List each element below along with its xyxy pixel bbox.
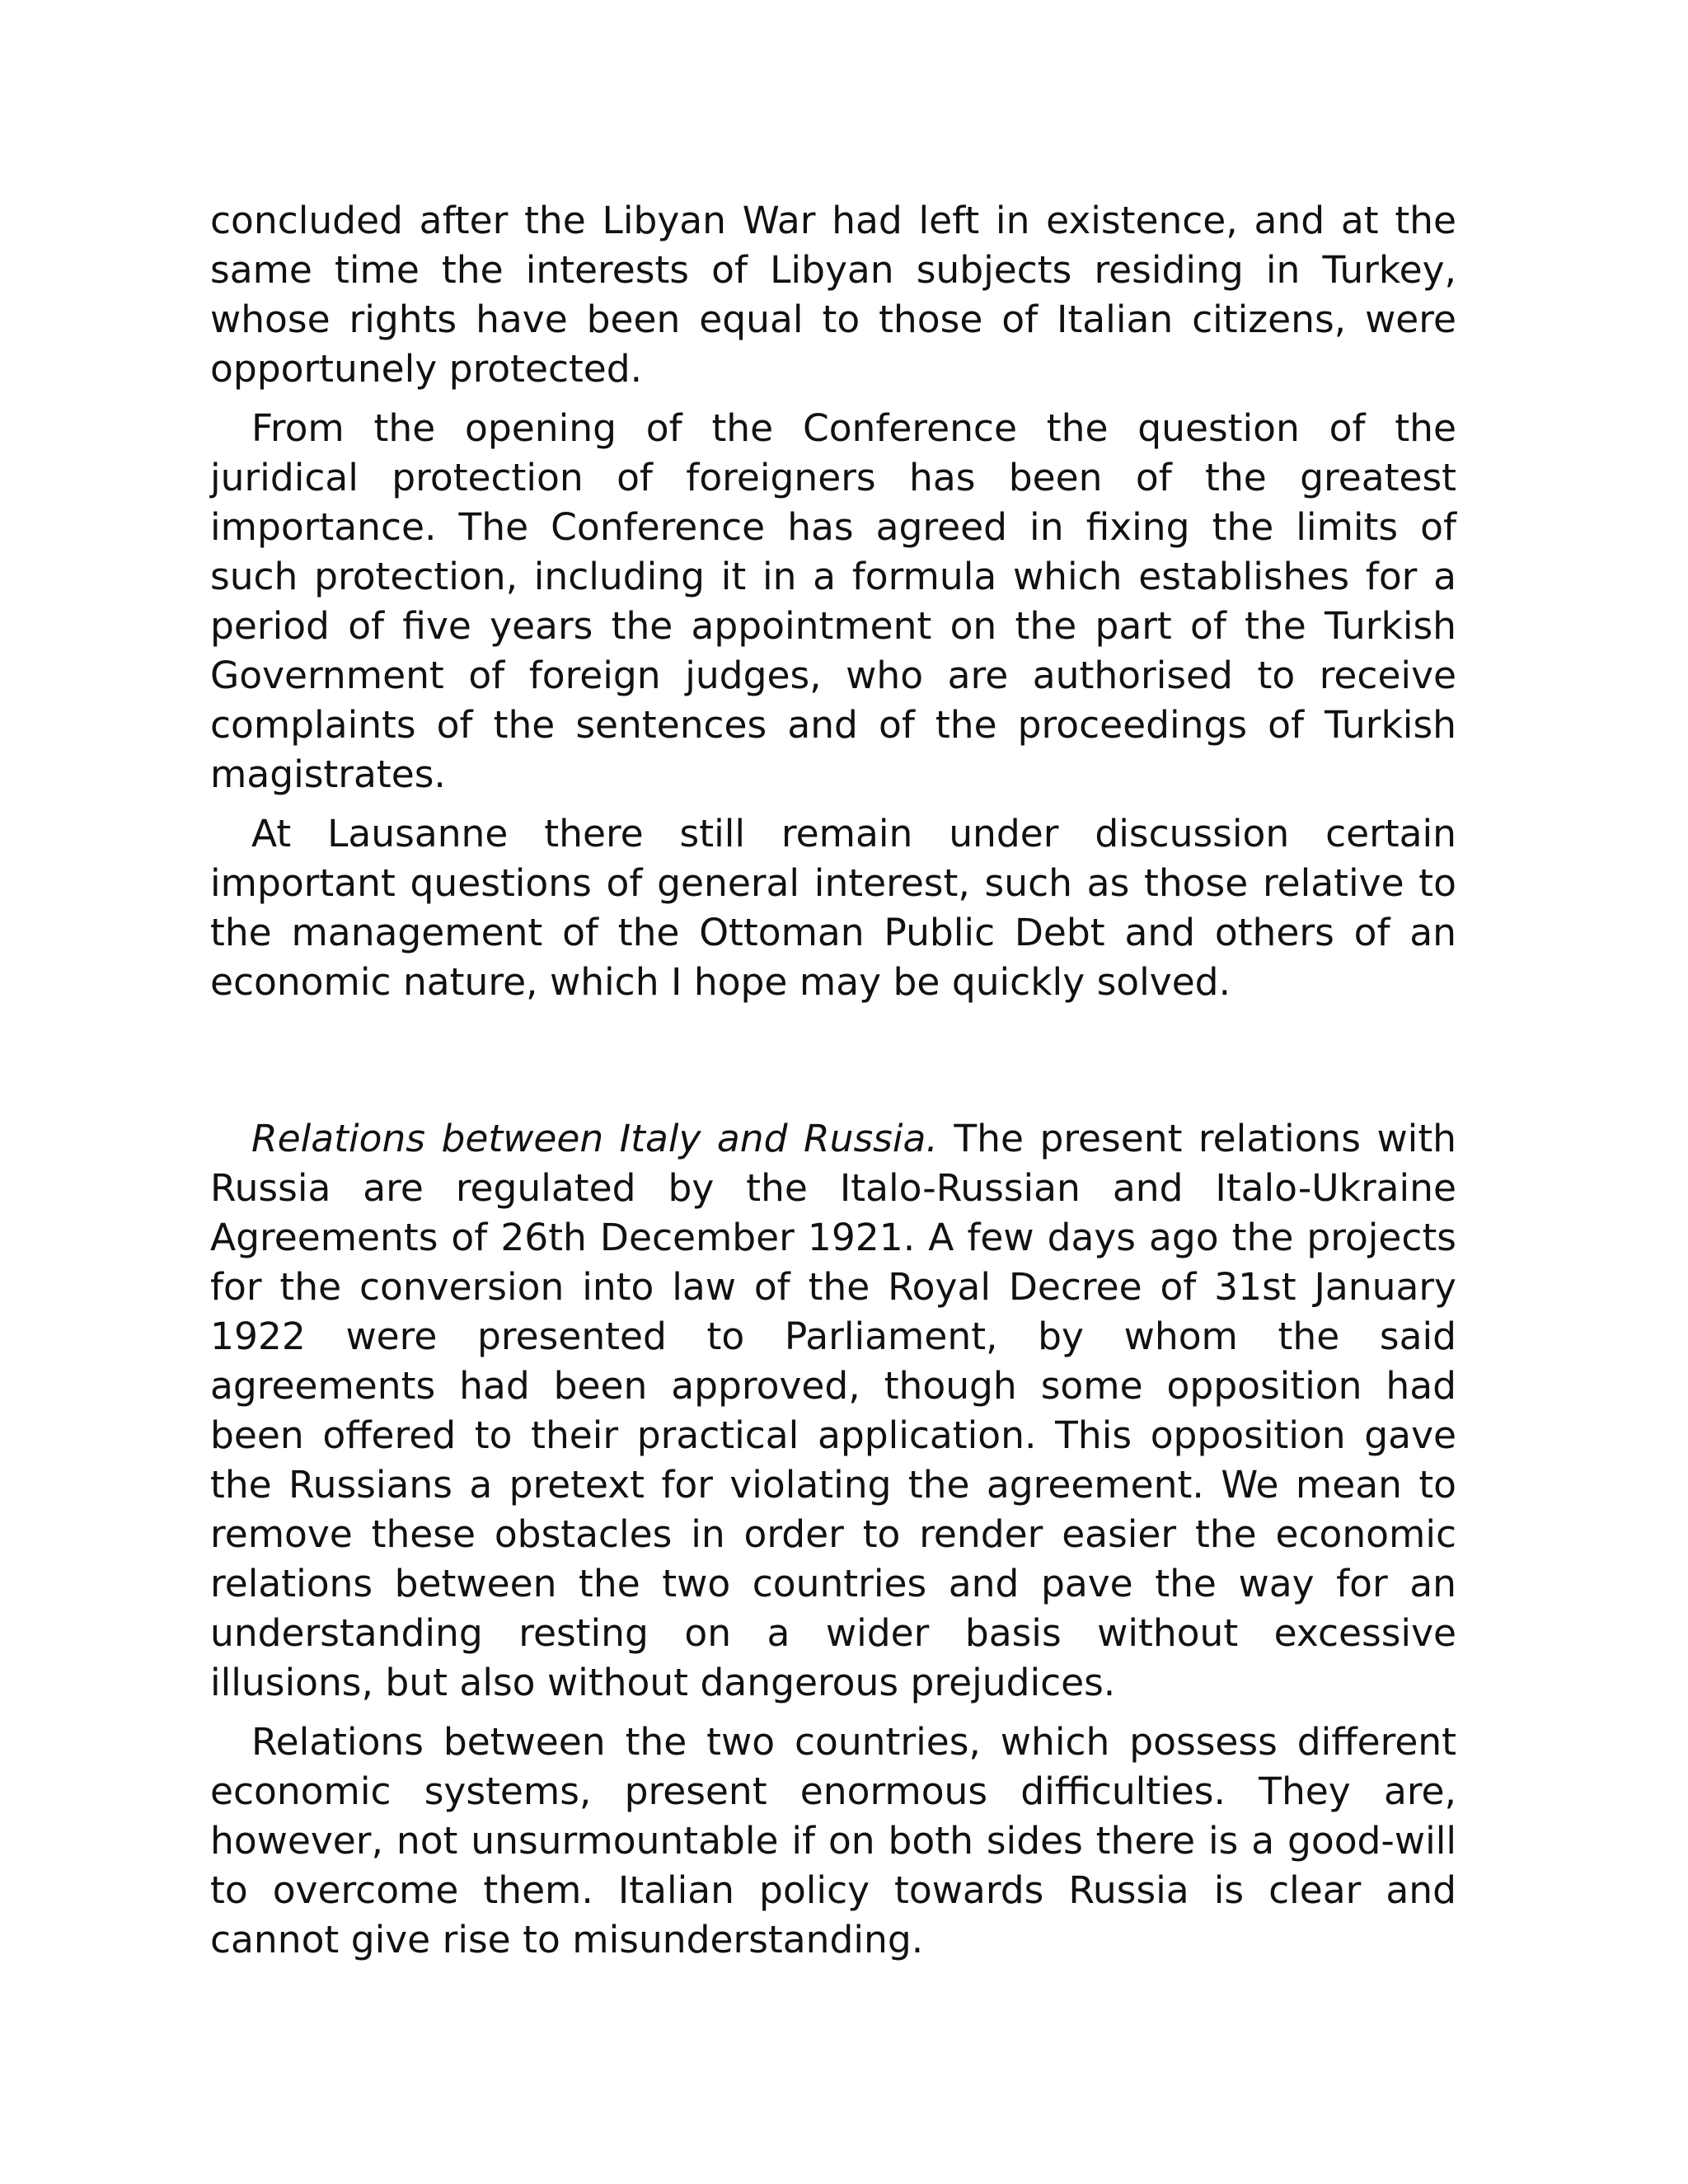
section-spacer bbox=[210, 1017, 1456, 1114]
paragraph-italy-russia-body: The present relations with Russia are regulated by the Italo-Russian and Italo-Ukraine Agreements of 26th December 1921. A few days ago the projects for the conversion into law of the Royal Decree of 31st January 1922 were presented to Parliament, by whom the said agreements had been approved, though some opposition had been offered to their practical application. This opposition gave the Russians a pretext for violating the agreement. We mean to remove these obstacles in order to render easier the economic relations between the two countries and pave the way for an understanding resting on a wider basis without excessive illusions, but also without dangerous prejudices. bbox=[210, 1117, 1456, 1704]
paragraph-continuation: concluded after the Libyan War had left in existence, and at the same time the interests of Libyan subjects residing in Turkey, whose rights have been equal to those of Italian citizens, were opportunely protected. bbox=[210, 199, 1456, 391]
paragraph-juridical-protection: From the opening of the Conference the question of the juridical protection of foreigners has been of the greatest importance. The Conference has agreed in fixing the limits of such protection, including it in a formula which establishes for a period of five years the appointment on the part of the Turkish Government of foreign judges, who are authorised to receive complaints of the sentences and of the proceedings of Turkish magistrates. bbox=[210, 406, 1456, 796]
paragraph-italy-russia bbox=[210, 1114, 1456, 1708]
paragraph-economic-systems: Relations between the two countries, which possess different economic systems, present enormous difficulties. They are, however, not unsurmountable if on both sides there is a good-will to overcome them. Italian policy towards Russia is clear and cannot give rise to misunderstanding. bbox=[210, 1720, 1456, 1961]
section-heading: Relations between Italy and Russia. bbox=[251, 1117, 938, 1160]
paragraph-lausanne: At Lausanne there still remain under discussion certain important questions of general interest, such as those relative to the management of the Ottoman Public Debt and others of an economic nature, which I hope may be quickly solved. bbox=[210, 812, 1456, 1004]
document-page bbox=[210, 196, 1456, 1975]
